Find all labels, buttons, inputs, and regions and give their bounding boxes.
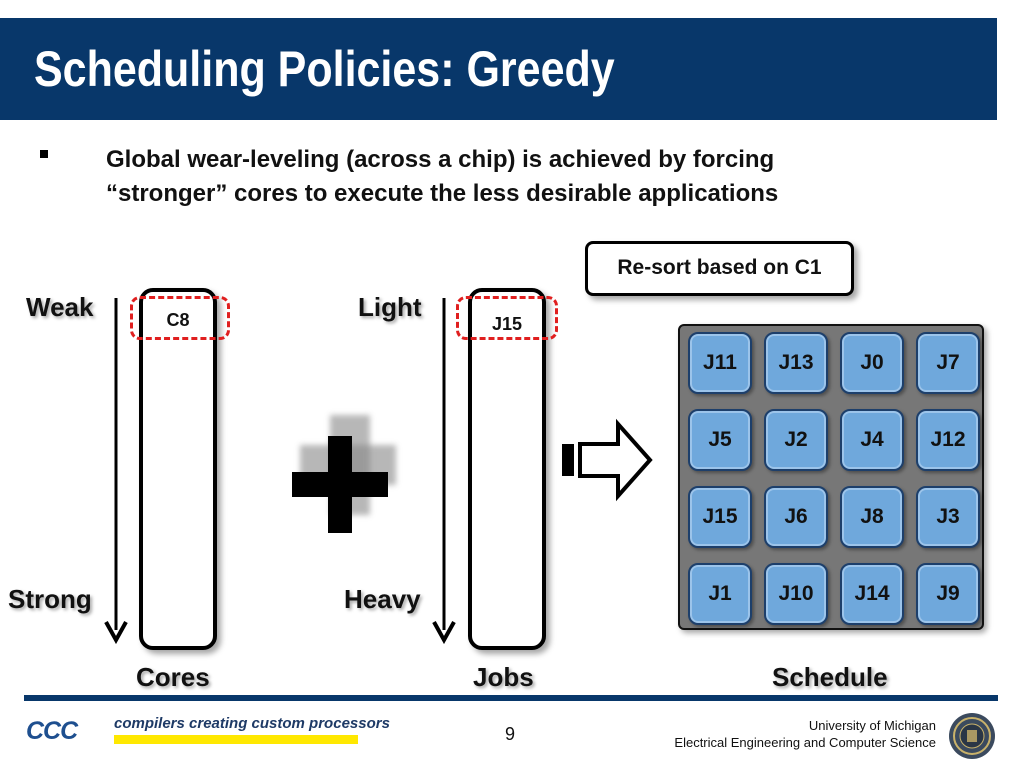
tagline-highlight xyxy=(114,735,358,744)
schedule-cell: J6 xyxy=(764,486,828,548)
cores-column xyxy=(139,288,217,650)
schedule-cell: J14 xyxy=(840,563,904,625)
schedule-caption: Schedule xyxy=(772,662,888,692)
schedule-cell: J9 xyxy=(916,563,980,625)
ccc-logo: CCC xyxy=(26,717,78,745)
cores-top-label: Weak xyxy=(26,292,94,322)
schedule-cell: J5 xyxy=(688,409,752,471)
cores-bottom-label: Strong xyxy=(8,584,92,614)
core-cell: C8 xyxy=(166,310,190,330)
department-name: Electrical Engineering and Computer Science xyxy=(674,735,936,750)
schedule-cell: J2 xyxy=(764,409,828,471)
schedule-cell: J13 xyxy=(764,332,828,394)
university-seal-icon xyxy=(948,712,996,760)
jobs-caption: Jobs xyxy=(473,662,534,692)
down-arrow-icon xyxy=(106,298,126,640)
job-top-cell: J15 xyxy=(491,314,523,334)
schedule-grid xyxy=(678,324,984,630)
jobs-top-label: Light xyxy=(358,292,422,322)
schedule-cell: J12 xyxy=(916,409,980,471)
schedule-cell: J15 xyxy=(688,486,752,548)
schedule-cell: J0 xyxy=(840,332,904,394)
schedule-cell: J7 xyxy=(916,332,980,394)
slide-title: Scheduling Policies: Greedy xyxy=(34,41,615,97)
resort-callout: Re-sort based on C1 xyxy=(585,241,854,296)
down-arrow-icon xyxy=(434,298,454,640)
right-arrow-icon xyxy=(562,424,650,496)
plus-icon xyxy=(292,415,396,533)
schedule-cell: J8 xyxy=(840,486,904,548)
bullet-line-2: “stronger” cores to execute the less desirable applications xyxy=(106,180,779,207)
bullet-line-1: Global wear-leveling (across a chip) is achieved by forcing xyxy=(106,146,775,173)
jobs-column xyxy=(468,288,546,650)
schedule-cell: J3 xyxy=(916,486,980,548)
page-number: 9 xyxy=(504,724,515,744)
jobs-bottom-label: Heavy xyxy=(344,584,421,614)
schedule-cell: J1 xyxy=(688,563,752,625)
footer-rule xyxy=(24,695,998,701)
schedule-cell: J10 xyxy=(764,563,828,625)
schedule-cell: J11 xyxy=(688,332,752,394)
cores-caption: Cores xyxy=(136,662,210,692)
schedule-cell: J4 xyxy=(840,409,904,471)
university-name: University of Michigan xyxy=(808,718,936,733)
tagline: compilers creating custom processors xyxy=(114,715,390,732)
